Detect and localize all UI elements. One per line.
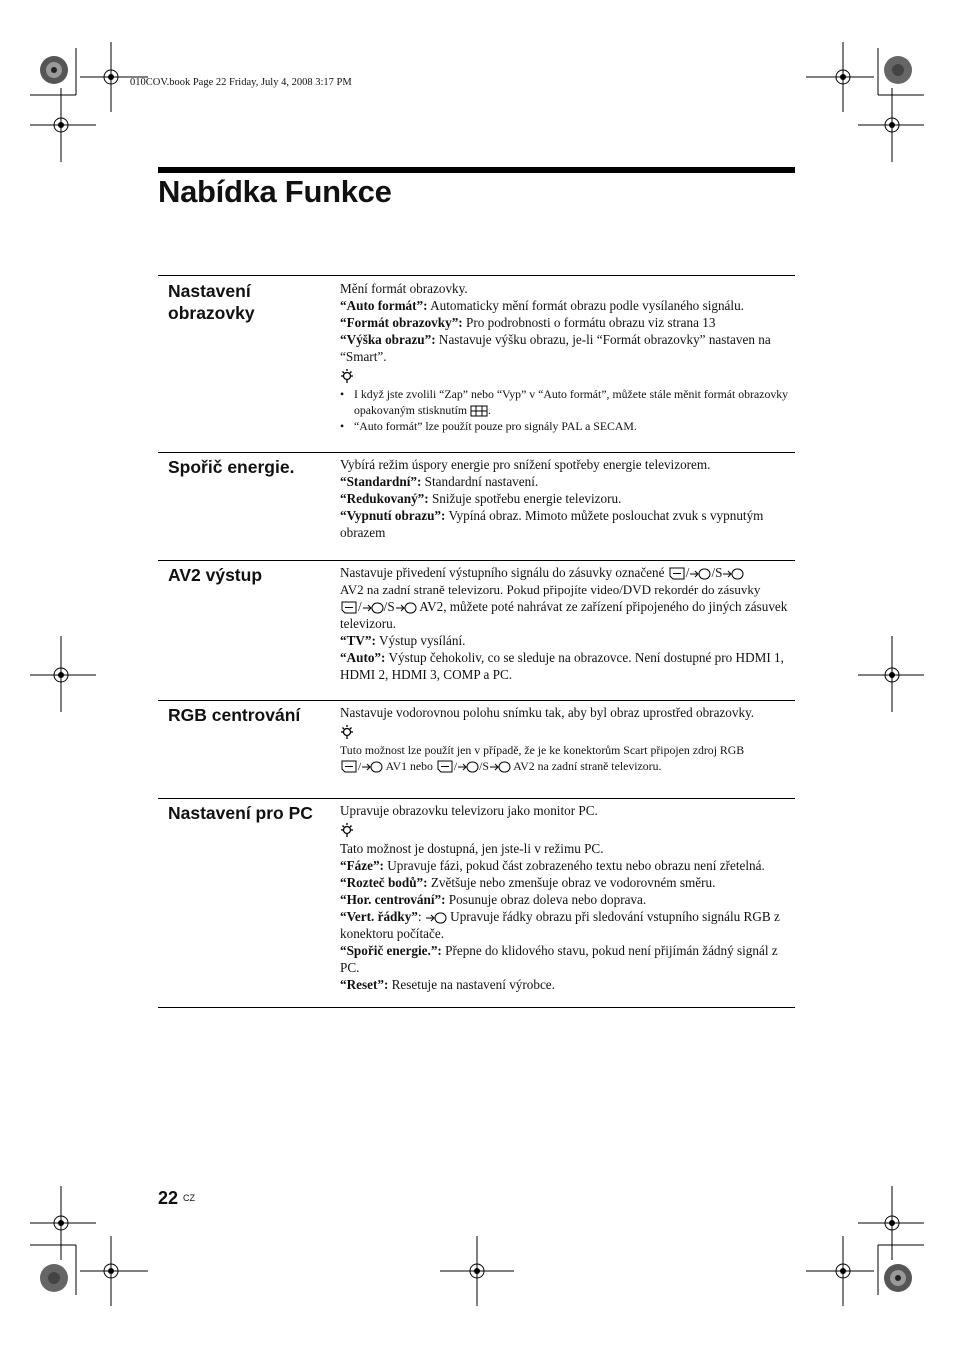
desc-line: AV2 na zadní straně televizoru. Pokud připojíte video/DVD rekordér do zásuvky bbox=[340, 582, 761, 597]
section-desc-power-saving bbox=[340, 456, 798, 541]
desc-intro: Mění formát obrazovky. bbox=[340, 281, 468, 296]
file-info-header: 010COV.book Page 22 Friday, July 4, 2008 3:17 PM bbox=[130, 77, 352, 88]
svideo-in-icon bbox=[489, 761, 511, 773]
section-title-screen-settings: Nastavení obrazovky bbox=[168, 281, 255, 323]
desc-line: “Reset”: Resetuje na nastavení výrobce. bbox=[340, 977, 555, 992]
section-divider bbox=[158, 700, 795, 701]
desc-line: “Standardní”: Standardní nastavení. bbox=[340, 474, 539, 489]
section-title-rgb-centre: RGB centrování bbox=[168, 705, 301, 725]
desc-line: “Redukovaný”: Snižuje spotřebu energie televizoru. bbox=[340, 491, 622, 506]
scart-icon bbox=[436, 760, 454, 773]
desc-line: “Vert. řádky”: Upravuje řádky obrazu při sledování vstupního signálu RGB z konektoru počítače. bbox=[340, 909, 780, 941]
language-code: CZ bbox=[183, 1193, 195, 1203]
video-in-icon bbox=[457, 761, 479, 773]
section-title-pc-settings: Nastavení pro PC bbox=[168, 803, 313, 823]
page-number: 22 bbox=[158, 1188, 179, 1208]
section-divider bbox=[158, 1007, 795, 1008]
section-divider bbox=[158, 452, 795, 453]
scart-icon bbox=[340, 760, 358, 773]
desc-intro: Vybírá režim úspory energie pro snížení spotřeby energie televizorem. bbox=[340, 457, 711, 472]
section-desc-rgb-centre bbox=[340, 704, 798, 774]
desc-intro: Nastavuje vodorovnou polohu snímku tak, aby byl obraz uprostřed obrazovky. bbox=[340, 705, 755, 720]
desc-line: “Auto formát”: Automaticky mění formát obrazu podle vysílaného signálu. bbox=[340, 298, 744, 313]
desc-line: “TV”: Výstup vysílání. bbox=[340, 633, 466, 648]
section-divider bbox=[158, 275, 795, 276]
desc-line: “Fáze”: Upravuje fázi, pokud část zobrazeného textu nebo obrazu není zřetelná. bbox=[340, 858, 765, 873]
svideo-in-icon bbox=[395, 602, 417, 614]
video-in-icon bbox=[362, 602, 384, 614]
video-in-icon bbox=[361, 761, 383, 773]
section-title-power-saving: Spořič energie. bbox=[168, 457, 295, 477]
svideo-in-icon bbox=[722, 568, 744, 580]
scart-icon bbox=[340, 601, 358, 614]
desc-line: “Rozteč bodů”: Zvětšuje nebo zmenšuje obraz ve vodorovném směru. bbox=[340, 875, 716, 890]
section-divider bbox=[158, 798, 795, 799]
tip-icon bbox=[340, 724, 798, 742]
section-title-av2-output: AV2 výstup bbox=[168, 565, 263, 585]
tip-text: Tato možnost je dostupná, jen jste-li v režimu PC. bbox=[340, 841, 604, 856]
section-desc-screen-settings bbox=[340, 280, 798, 434]
desc-line: “Hor. centrování”: Posunuje obraz doleva nebo doprava. bbox=[340, 892, 647, 907]
tip-bullet: • I když jste zvolili “Zap” nebo “Vyp” v “Auto formát”, můžete stále měnit formát obrazovky opakovaným stisknutím . bbox=[340, 386, 798, 418]
tip-text: Tuto možnost lze použít jen v případě, že je ke konektorům Scart připojen zdroj RGB bbox=[340, 743, 745, 757]
tip-text: / AV1 nebo / /S AV2 na zadní straně televizoru. bbox=[340, 758, 798, 774]
tip-icon bbox=[340, 822, 798, 840]
scart-icon bbox=[668, 567, 686, 580]
wide-mode-button-icon bbox=[470, 405, 488, 417]
desc-line: “Výška obrazu”: Nastavuje výšku obrazu, je-li “Formát obrazovky” nastaven na “Smart”. bbox=[340, 332, 771, 364]
desc-line: “Vypnutí obrazu”: Vypíná obraz. Mimoto můžete poslouchat zvuk s vypnutým obrazem bbox=[340, 508, 764, 540]
video-in-icon bbox=[689, 568, 711, 580]
title-rule bbox=[158, 167, 795, 173]
desc-intro: Nastavuje přivedení výstupního signálu do zásuvky označené / /S bbox=[340, 564, 798, 581]
section-desc-pc-settings bbox=[340, 802, 798, 993]
desc-line: “Auto”: Výstup čehokoliv, co se sleduje na obrazovce. Není dostupné pro HDMI 1, HDMI 2, HDMI 3, COMP a PC. bbox=[340, 650, 784, 682]
desc-line: “Spořič energie.”: Přepne do klidového stavu, pokud není přijímán žádný signál z PC. bbox=[340, 943, 778, 975]
video-in-icon bbox=[425, 912, 447, 924]
desc-line: / /S AV2, můžete poté nahrávat ze zařízení připojeného do jiných zásuvek televizoru. bbox=[340, 599, 788, 631]
desc-intro: Upravuje obrazovku televizoru jako monitor PC. bbox=[340, 803, 598, 818]
page-title: Nabídka Funkce bbox=[158, 174, 392, 209]
desc-line: “Formát obrazovky”: Pro podrobnosti o formátu obrazu viz strana 13 bbox=[340, 315, 716, 330]
section-desc-av2-output bbox=[340, 564, 798, 683]
tip-icon bbox=[340, 368, 798, 386]
tip-bullet: • “Auto formát” lze použít pouze pro signály PAL a SECAM. bbox=[340, 418, 798, 434]
section-divider bbox=[158, 560, 795, 561]
